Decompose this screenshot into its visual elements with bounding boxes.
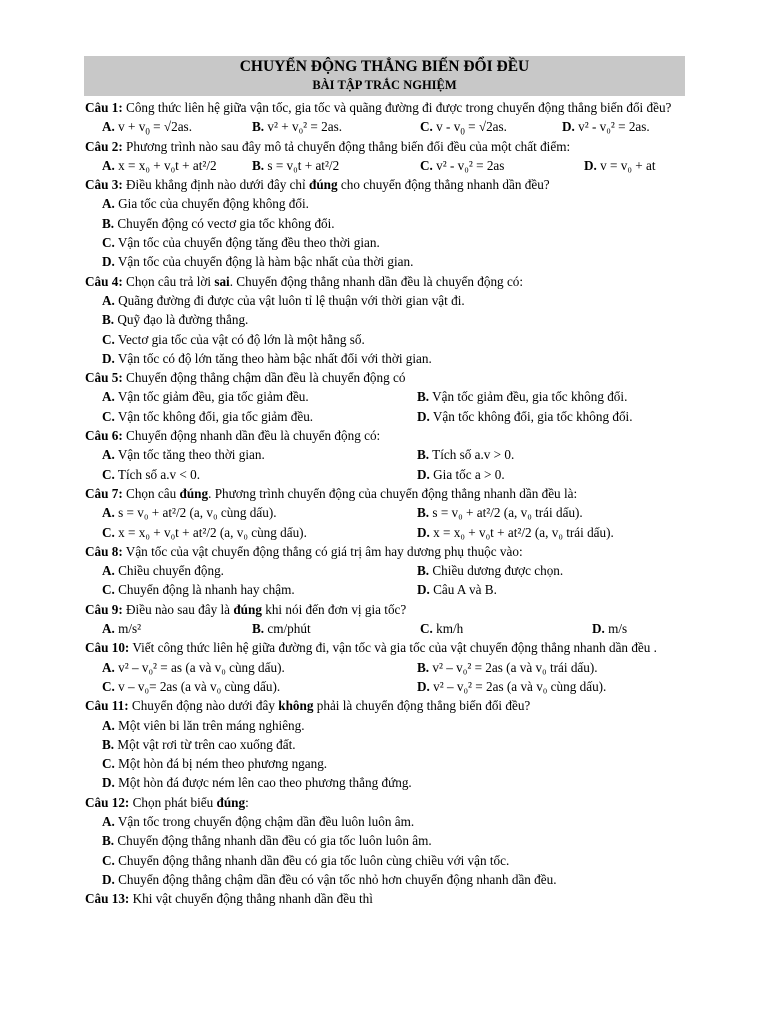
option-a: A. $v + v_0 = √2as$. bbox=[102, 119, 192, 137]
option-b: B. s = v₀ + at²/2 (a, v₀ trái dấu). bbox=[417, 505, 583, 521]
question-text: Viết công thức liên hệ giữa đường đi, vận tốc và gia tốc của vật chuyển động thẳng nhanh dần đều . bbox=[132, 640, 657, 656]
option-b: B. v² – v₀² = 2as (a và v₀ trái dấu). bbox=[417, 659, 598, 675]
option-b: B. v² + v₀² = 2as. bbox=[252, 119, 343, 135]
question-9: Câu 9: Điều nào sau đây là đúng khi nói đến đơn vị gia tốc? bbox=[85, 601, 407, 617]
option-b: B. Chuyển động có vectơ gia tốc không đổi. bbox=[102, 215, 335, 231]
option-b: B. cm/phút bbox=[252, 621, 311, 637]
question-text: Công thức liên hệ giữa vận tốc, gia tốc và quãng đường đi được trong chuyển động thẳng biến đổi đều? bbox=[126, 100, 672, 115]
question-text: Vận tốc của vật chuyển động thẳng có giá trị âm hay dương phụ thuộc vào: bbox=[125, 543, 523, 559]
option-c: C. Vận tốc không đổi, gia tốc giảm đều. bbox=[102, 408, 314, 424]
question-4: Câu 4: Chọn câu trả lời sai. Chuyển động thẳng nhanh dần đều là chuyển động có: bbox=[85, 273, 524, 289]
question-label: Câu 10: bbox=[85, 640, 130, 656]
question-1-options bbox=[85, 117, 685, 136]
question-8 bbox=[85, 542, 685, 561]
option-a: A. Gia tốc của chuyển động không đổi. bbox=[102, 196, 309, 212]
option-d: D. m/s bbox=[592, 621, 628, 637]
option-a: A. Quãng đường đi được của vật luôn tỉ lệ thuận với thời gian vật đi. bbox=[102, 292, 465, 308]
question-7: Câu 7: Chọn câu đúng. Phương trình chuyển động của chuyển động thẳng nhanh dần đều là: bbox=[85, 485, 578, 501]
option-b: B. Chiều dương được chọn. bbox=[417, 563, 564, 579]
question-6-options-row2 bbox=[85, 465, 685, 484]
option-d: D. Gia tốc a > 0. bbox=[417, 466, 505, 482]
question-10-options-row1 bbox=[85, 658, 685, 677]
option-d: D. v = v₀ + at bbox=[584, 157, 656, 173]
question-label: Câu 13: bbox=[85, 891, 130, 907]
title-banner bbox=[84, 56, 685, 96]
option-b: B. Một vật rơi từ trên cao xuống đất. bbox=[102, 736, 296, 752]
option-b: B. s = v₀t + at²/2 bbox=[252, 157, 340, 173]
question-5-options-row2 bbox=[85, 407, 685, 426]
question-list bbox=[85, 98, 685, 908]
option-d: D. x = x₀ + v₀t + at²/2 (a, v₀ trái dấu). bbox=[417, 524, 614, 540]
question-label: Câu 3: bbox=[85, 177, 123, 193]
question-12: Câu 12: Chọn phát biểu đúng: bbox=[85, 794, 249, 810]
question-label: Câu 2: bbox=[85, 138, 123, 154]
page-title: CHUYỂN ĐỘNG THẲNG BIẾN ĐỔI ĐỀU bbox=[239, 58, 530, 75]
option-d: D. Vận tốc của chuyển động là hàm bậc nhất của thời gian. bbox=[102, 254, 414, 270]
option-a: A. s = v₀ + at²/2 (a, v₀ cùng dấu). bbox=[102, 505, 277, 521]
question-8-options-row1 bbox=[85, 561, 685, 580]
question-label: Câu 6: bbox=[85, 428, 123, 444]
page-subtitle: BÀI TẬP TRẮC NGHIỆM bbox=[312, 78, 457, 92]
question-2 bbox=[85, 137, 685, 156]
option-d: D. Một hòn đá được ném lên cao theo phương thẳng đứng. bbox=[102, 775, 412, 791]
question-10 bbox=[85, 638, 685, 657]
option-d: D. Vận tốc không đổi, gia tốc không đổi. bbox=[417, 408, 633, 424]
option-b: B. Chuyển động thẳng nhanh dần đều có gia tốc luôn luôn âm. bbox=[102, 833, 432, 849]
option-d: D. v² - v₀² = 2as. bbox=[562, 119, 650, 135]
option-d: D. Chuyển động thẳng chậm dần đều có vận tốc nhỏ hơn chuyển động nhanh dần đều. bbox=[102, 871, 557, 887]
question-13 bbox=[85, 889, 685, 908]
option-a: A. Vận tốc giảm đều, gia tốc giảm đều. bbox=[102, 389, 309, 405]
option-c: C. Chuyển động thẳng nhanh dần đều có gia tốc luôn cùng chiều với vận tốc. bbox=[102, 852, 510, 868]
option-c: C. v – v₀= 2as (a và v₀ cùng dấu). bbox=[102, 678, 281, 694]
question-1 bbox=[85, 98, 685, 117]
option-a: A. v² – v₀² = as (a và v₀ cùng dấu). bbox=[102, 659, 285, 675]
question-text: Chuyển động thẳng chậm dần đều là chuyển động có bbox=[126, 370, 406, 386]
question-text: Phương trình nào sau đây mô tả chuyển động thẳng biến đổi đều của một chất điểm: bbox=[126, 138, 571, 154]
option-c: C. v² - v₀² = 2as bbox=[420, 157, 505, 173]
question-5-options-row1 bbox=[85, 387, 685, 406]
question-10-options-row2 bbox=[85, 677, 685, 696]
option-c: C. $v - v_0 = √2as$. bbox=[420, 119, 507, 137]
question-6 bbox=[85, 426, 685, 445]
option-c: C. Tích số a.v < 0. bbox=[102, 466, 201, 482]
question-label: Câu 8: bbox=[85, 543, 123, 559]
option-c: C. Vectơ gia tốc của vật có độ lớn là một hằng số. bbox=[102, 331, 365, 347]
option-a: A. x = x₀ + v₀t + at²/2 bbox=[102, 157, 217, 173]
question-label: Câu 1: bbox=[85, 100, 123, 115]
option-b: B. Tích số a.v > 0. bbox=[417, 447, 515, 463]
question-label: Câu 11: bbox=[85, 698, 129, 714]
option-d: D. Vận tốc có độ lớn tăng theo hàm bậc nhất đối với thời gian. bbox=[102, 350, 432, 366]
option-c: C. x = x₀ + v₀t + at²/2 (a, v₀ cùng dấu). bbox=[102, 524, 307, 540]
option-c: C. km/h bbox=[420, 621, 464, 637]
question-8-options-row2 bbox=[85, 580, 685, 599]
question-6-options-row1 bbox=[85, 445, 685, 464]
option-c: C. Vận tốc của chuyển động tăng đều theo thời gian. bbox=[102, 235, 380, 251]
option-b: B. Quỹ đạo là đường thẳng. bbox=[102, 312, 249, 328]
question-7-options-row1 bbox=[85, 503, 685, 522]
question-3: Câu 3: Điều khẳng định nào dưới đây chỉ đúng cho chuyển động thẳng nhanh dần đều? bbox=[85, 177, 550, 193]
question-label: Câu 5: bbox=[85, 370, 123, 386]
option-d: D. Câu A và B. bbox=[417, 582, 497, 598]
question-11: Câu 11: Chuyển động nào dưới đây không phải là chuyển động thẳng biến đổi đều? bbox=[85, 698, 531, 714]
question-label: Câu 7: bbox=[85, 485, 123, 501]
option-a: A. Vận tốc trong chuyển động chậm dần đều luôn luôn âm. bbox=[102, 813, 415, 829]
question-5 bbox=[85, 368, 685, 387]
question-label: Câu 12: bbox=[85, 794, 130, 810]
question-label: Câu 4: bbox=[85, 273, 123, 289]
option-a: A. Một viên bi lăn trên máng nghiêng. bbox=[102, 717, 305, 733]
question-text: Chuyển động nhanh dần đều là chuyển động có: bbox=[126, 428, 381, 444]
question-7-options-row2 bbox=[85, 523, 685, 542]
question-2-options bbox=[85, 156, 685, 175]
question-text: Khi vật chuyển động thẳng nhanh dần đều thì bbox=[132, 891, 373, 907]
option-a: A. m/s² bbox=[102, 621, 142, 637]
option-a: A. Vận tốc tăng theo thời gian. bbox=[102, 447, 265, 463]
question-9-options bbox=[85, 619, 685, 638]
question-label: Câu 9: bbox=[85, 601, 123, 617]
option-a: A. Chiều chuyển động. bbox=[102, 563, 224, 579]
option-c: C. Chuyển động là nhanh hay chậm. bbox=[102, 582, 295, 598]
option-c: C. Một hòn đá bị ném theo phương ngang. bbox=[102, 756, 328, 772]
option-d: D. v² – v₀² = 2as (a và v₀ cùng dấu). bbox=[417, 678, 607, 694]
option-b: B. Vận tốc giảm đều, gia tốc không đổi. bbox=[417, 389, 628, 405]
